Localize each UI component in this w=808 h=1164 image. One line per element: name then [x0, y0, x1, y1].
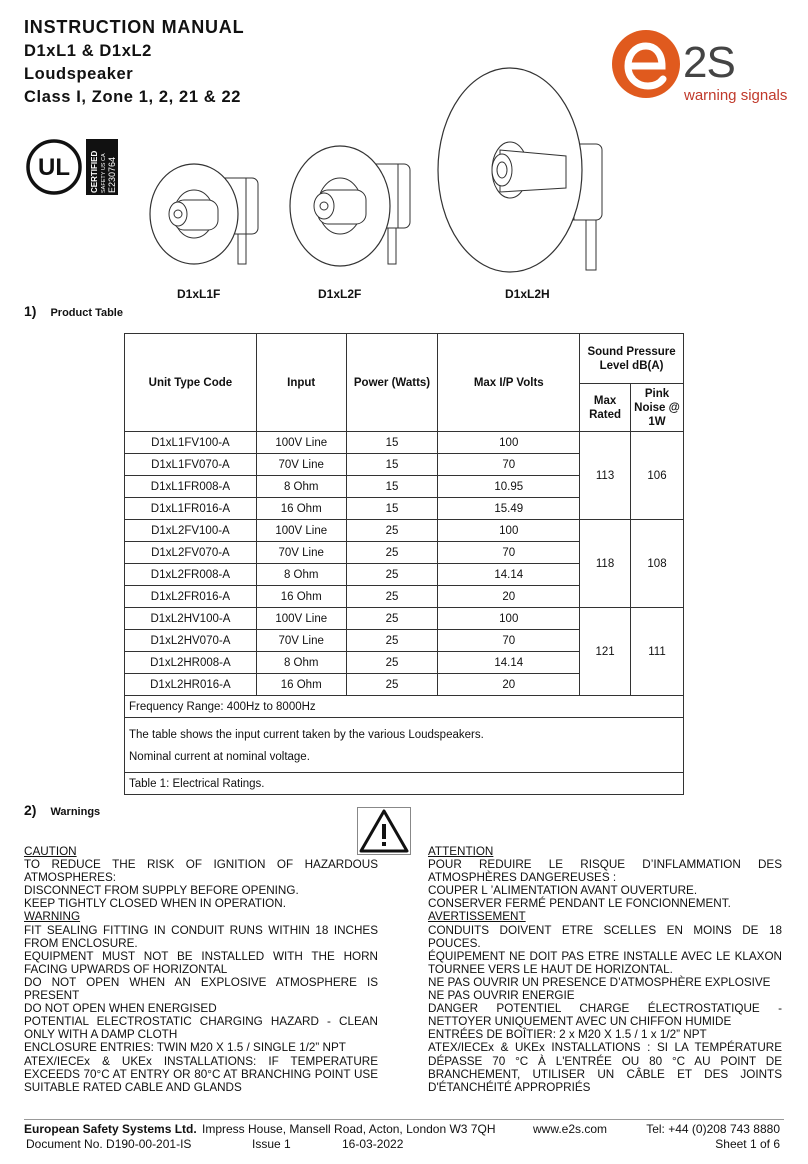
footer-divider [24, 1119, 784, 1120]
caption-d1xl2f: D1xL2F [318, 287, 362, 301]
footer-sheet: Sheet 1 of 6 [715, 1137, 780, 1151]
cell-input: 8 Ohm [256, 564, 346, 586]
cell-max-volts: 14.14 [438, 564, 580, 586]
warnings-french [428, 845, 782, 1094]
th-sound-pressure: Sound Pressure Level dB(A) [580, 334, 684, 384]
avert-text-3: NE PAS OUVRIR UN PRESENCE D’ATMOSPHÈRE EXPLOSIVE [428, 975, 771, 989]
avert-text-1: CONDUITS DOIVENT ETRE SCELLES EN MOINS DE 18 POUCES. [428, 923, 782, 950]
warning-text-4: DO NOT OPEN WHEN ENERGISED [24, 1002, 217, 1016]
avert-text-5: DANGER POTENTIEL CHARGE ÉLECTROSTATIQUE - NETTOYER UNIQUEMENT AVEC UN CHIFFON HUMIDE [428, 1002, 782, 1029]
caution-heading: CAUTION [24, 845, 77, 858]
svg-text:CERTIFIED: CERTIFIED [90, 150, 99, 193]
loudspeaker-d1xl2h-image [436, 64, 616, 276]
table-note-2: Nominal current at nominal voltage. [129, 751, 310, 763]
avert-text-4: NE PAS OUVRIR ENERGIE [428, 989, 575, 1003]
table-row [125, 608, 684, 630]
table-note-1: The table shows the input current taken by the various Loudspeakers. [129, 729, 484, 741]
e2s-logo-text: 2S [683, 38, 735, 87]
section-heading-product-table [24, 303, 123, 319]
avert-text-2: ÉQUIPEMENT NE DOIT PAS ETRE INSTALLE AVEC LE KLAXON TOURNEE VERS LE HAUT DE HORIZONTAL. [428, 949, 782, 976]
section-heading-warnings [24, 802, 100, 818]
cell-max-volts: 70 [438, 454, 580, 476]
cell-unit-code: D1xL1FV070-A [125, 454, 257, 476]
cell-power: 25 [346, 608, 438, 630]
avert-text-6: ENTRÉES DE BOÎTIER: 2 x M20 X 1.5 / 1 x 1/2” NPT [428, 1028, 707, 1042]
logo-tagline: warning signals [684, 87, 788, 104]
electrical-ratings-table [124, 333, 684, 795]
cell-power: 25 [346, 674, 438, 696]
cell-power: 15 [346, 498, 438, 520]
th-max-rated: Max Rated [580, 384, 631, 432]
cell-max-volts: 100 [438, 608, 580, 630]
cell-max-volts: 20 [438, 674, 580, 696]
cell-unit-code: D1xL1FR008-A [125, 476, 257, 498]
caution-text-3: KEEP TIGHTLY CLOSED WHEN IN OPERATION. [24, 897, 286, 911]
cell-input: 70V Line [256, 454, 346, 476]
th-unit-type-code: Unit Type Code [125, 334, 257, 432]
cell-power: 15 [346, 454, 438, 476]
cell-power: 25 [346, 564, 438, 586]
caution-text-1: TO REDUCE THE RISK OF IGNITION OF HAZARDOUS ATMOSPHERES: [24, 858, 378, 885]
model-line: D1xL1 & D1xL2 [24, 42, 152, 60]
svg-text:E230764: E230764 [107, 156, 117, 193]
svg-text:UL: UL [38, 154, 70, 181]
warning-text-7: ATEX/IECEx & UKEx INSTALLATIONS: IF TEMPERATURE EXCEEDS 70°C AT ENTRY OR 80°C AT BRANCHING POINT USE SUITABLE RATED CABLE AND GLANDS [24, 1054, 378, 1094]
cell-input: 16 Ohm [256, 586, 346, 608]
cell-max-volts: 70 [438, 542, 580, 564]
avert-text-7: ATEX/IECEx & UKEx INSTALLATIONS : SI LA TEMPÉRATURE DÉPASSE 70 °C À L'ENTRÉE OU 80 °C AU POINT DE BRANCHEMENT, UTILISER UN CÂBLE ET DES JOINTS D'ÉTANCHÉITÉ APPROPRIÉS [428, 1041, 782, 1094]
table-caption: Table 1: Electrical Ratings. [125, 773, 684, 795]
frequency-range: Frequency Range: 400Hz to 8000Hz [125, 696, 684, 718]
caption-d1xl2h: D1xL2H [505, 287, 550, 301]
cell-input: 100V Line [256, 520, 346, 542]
cell-max-rated: 121 [580, 608, 631, 696]
section-title: Product Table [50, 307, 123, 319]
cell-unit-code: D1xL1FR016-A [125, 498, 257, 520]
cell-max-volts: 20 [438, 586, 580, 608]
warning-text-1: FIT SEALING FITTING IN CONDUIT RUNS WITHIN 18 INCHES FROM ENCLOSURE. [24, 923, 378, 950]
warning-heading: WARNING [24, 910, 81, 924]
warning-text-5: POTENTIAL ELECTROSTATIC CHARGING HAZARD - CLEAN ONLY WITH A DAMP CLOTH [24, 1015, 378, 1042]
cell-power: 25 [346, 586, 438, 608]
cell-input: 70V Line [256, 630, 346, 652]
cell-pink-noise: 111 [631, 608, 684, 696]
loudspeaker-d1xl1f-image [146, 160, 266, 268]
cell-power: 25 [346, 652, 438, 674]
cell-max-volts: 100 [438, 520, 580, 542]
cell-input: 16 Ohm [256, 674, 346, 696]
warnings-english [24, 845, 378, 1094]
section-number: 2) [24, 802, 37, 818]
cell-unit-code: D1xL2FV100-A [125, 520, 257, 542]
cell-input: 8 Ohm [256, 476, 346, 498]
th-input: Input [256, 334, 346, 432]
cell-power: 25 [346, 630, 438, 652]
cell-unit-code: D1xL2FR008-A [125, 564, 257, 586]
cell-max-volts: 10.95 [438, 476, 580, 498]
warning-text-6: ENCLOSURE ENTRIES: TWIN M20 X 1.5 / SINGLE 1/2” NPT [24, 1041, 346, 1055]
footer-company: European Safety Systems Ltd. [24, 1122, 197, 1136]
cell-power: 25 [346, 520, 438, 542]
cell-input: 16 Ohm [256, 498, 346, 520]
cell-input: 100V Line [256, 432, 346, 454]
cell-unit-code: D1xL2HV070-A [125, 630, 257, 652]
avertissement-heading: AVERTISSEMENT [428, 910, 526, 924]
cell-unit-code: D1xL2FR016-A [125, 586, 257, 608]
e2s-logo-e [610, 22, 682, 104]
cell-unit-code: D1xL2HV100-A [125, 608, 257, 630]
ul-certification-mark [24, 137, 120, 197]
footer-address: Impress House, Mansell Road, Acton, London W3 7QH [202, 1122, 496, 1136]
cell-max-rated: 113 [580, 432, 631, 520]
footer-issue: Issue 1 [252, 1137, 291, 1151]
th-pink-noise: Pink Noise @ 1W [631, 384, 684, 432]
warning-text-2: EQUIPMENT MUST NOT BE INSTALLED WITH THE HORN FACING UPWARDS OF HORIZONTAL [24, 949, 378, 976]
footer-telephone: Tel: +44 (0)208 743 8880 [646, 1122, 780, 1136]
footer-date: 16-03-2022 [342, 1137, 404, 1151]
caption-d1xl1f: D1xL1F [177, 287, 221, 301]
attention-text-2: COUPER L ’ALIMENTATION AVANT OUVERTURE. [428, 884, 698, 898]
cell-unit-code: D1xL2HR016-A [125, 674, 257, 696]
svg-text:SAFETY US CA: SAFETY US CA [101, 153, 107, 193]
cell-max-rated: 118 [580, 520, 631, 608]
cell-pink-noise: 108 [631, 520, 684, 608]
cell-input: 8 Ohm [256, 652, 346, 674]
section-title: Warnings [50, 806, 101, 818]
th-max-volts: Max I/P Volts [438, 334, 580, 432]
manual-title: INSTRUCTION MANUAL [24, 17, 245, 37]
footer-website: www.e2s.com [533, 1122, 608, 1136]
warning-text-3: DO NOT OPEN WHEN AN EXPLOSIVE ATMOSPHERE IS PRESENT [24, 975, 378, 1003]
attention-text-3: CONSERVER FERMÉ PENDANT LE FONCIONNEMENT. [428, 897, 731, 911]
cell-input: 70V Line [256, 542, 346, 564]
cell-power: 15 [346, 432, 438, 454]
cell-input: 100V Line [256, 608, 346, 630]
cell-max-volts: 14.14 [438, 652, 580, 674]
cell-power: 15 [346, 476, 438, 498]
footer-document-number: Document No. D190-00-201-IS [26, 1137, 192, 1151]
hazard-class: Class I, Zone 1, 2, 21 & 22 [24, 88, 242, 106]
cell-pink-noise: 106 [631, 432, 684, 520]
cell-max-volts: 15.49 [438, 498, 580, 520]
table-row [125, 520, 684, 542]
cell-max-volts: 100 [438, 432, 580, 454]
caution-text-2: DISCONNECT FROM SUPPLY BEFORE OPENING. [24, 884, 299, 898]
attention-heading: ATTENTION [428, 845, 494, 858]
table-row [125, 432, 684, 454]
section-number: 1) [24, 303, 37, 319]
cell-unit-code: D1xL2FV070-A [125, 542, 257, 564]
table-notes [125, 718, 684, 773]
cell-max-volts: 70 [438, 630, 580, 652]
attention-text-1: POUR REDUIRE LE RISQUE D’INFLAMMATION DES ATMOSPHÈRES DANGEREUSES : [428, 858, 782, 885]
cell-unit-code: D1xL2HR008-A [125, 652, 257, 674]
product-type: Loudspeaker [24, 65, 134, 83]
th-power: Power (Watts) [346, 334, 438, 432]
cell-power: 25 [346, 542, 438, 564]
cell-unit-code: D1xL1FV100-A [125, 432, 257, 454]
loudspeaker-d1xl2f-image [288, 142, 418, 270]
